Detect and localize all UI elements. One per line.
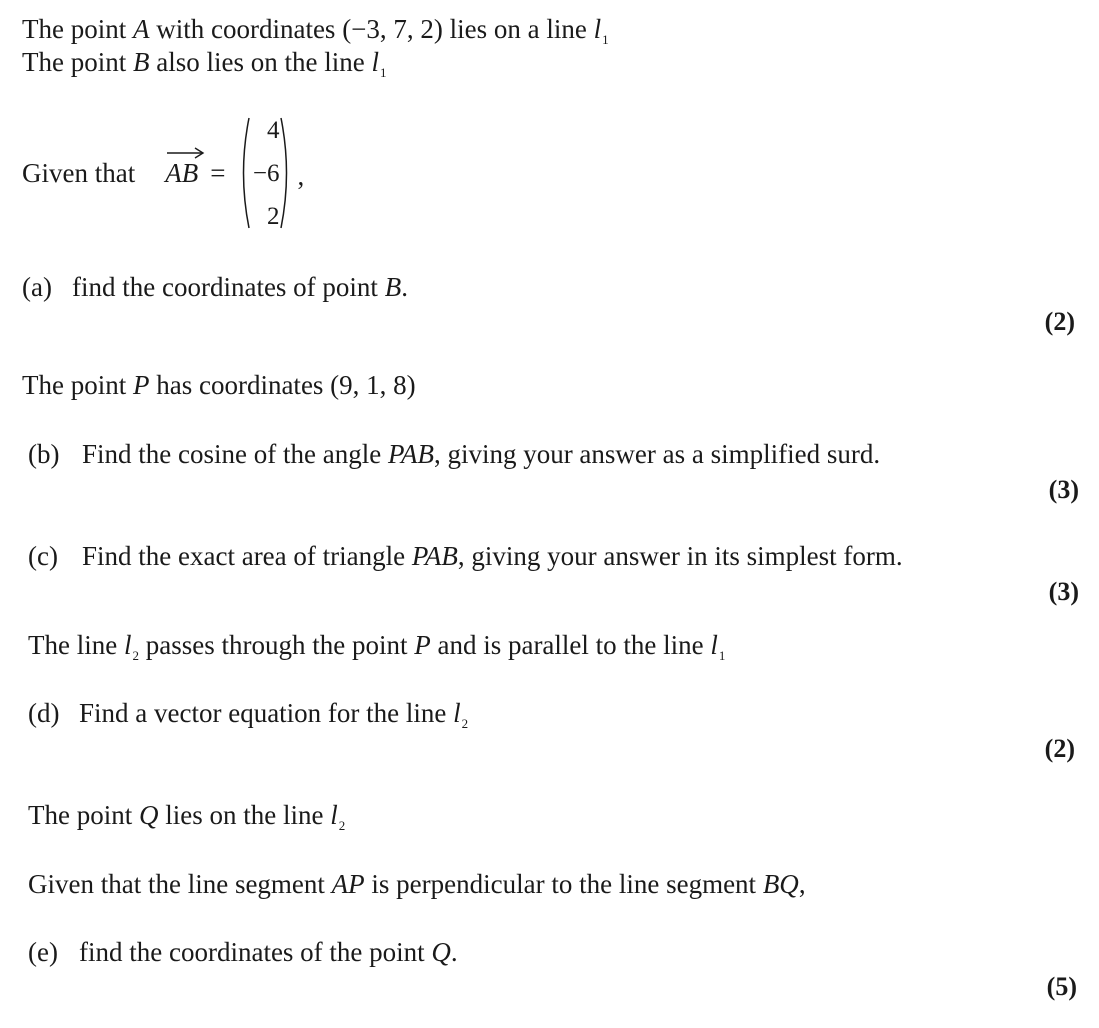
point-q-statement	[28, 802, 345, 832]
point-label: A	[132, 14, 150, 44]
part-c-label: (c)	[28, 541, 58, 571]
point-label: B	[384, 272, 402, 302]
perpendicular-statement	[28, 871, 806, 898]
part-b-marks: (3)	[1048, 475, 1079, 504]
part-a	[22, 274, 408, 301]
part-b-label: (b)	[28, 439, 60, 469]
vector-component-x: 4	[266, 117, 280, 144]
part-a-text: find the coordinates of point	[72, 272, 385, 302]
part-d-text: Find a vector equation for the line	[79, 698, 454, 728]
point-label: B	[132, 47, 150, 77]
part-e-marks: (5)	[1046, 972, 1077, 1001]
line-l2-statement	[28, 632, 725, 662]
p-intro-text: The point	[22, 370, 133, 400]
given-text: Given that	[22, 157, 136, 188]
vector-name	[165, 158, 198, 189]
part-a-label: (a)	[22, 272, 52, 302]
point-label: Q	[138, 800, 159, 830]
perp-comma: ,	[798, 869, 806, 899]
triangle-label: PAB	[411, 541, 458, 571]
intro-text: The point	[22, 14, 133, 44]
vector-label: AB	[165, 157, 199, 188]
line-variable: l	[330, 800, 338, 830]
part-e	[28, 939, 458, 966]
perp-text: is perpendicular to the line segment	[364, 869, 763, 899]
part-c	[28, 543, 903, 570]
segment-label: BQ	[762, 869, 799, 899]
line-subscript: 2	[132, 648, 139, 663]
perp-text: Given that the line segment	[28, 869, 332, 899]
line-subscript: 1	[379, 65, 387, 80]
segment-label: AP	[331, 869, 365, 899]
intro-text: The point	[22, 47, 133, 77]
line-subscript: 1	[602, 32, 609, 47]
line-variable: l	[710, 630, 718, 660]
l2-text: passes through the point	[138, 630, 415, 660]
intro-line-1	[22, 16, 609, 46]
vector-component-z: 2	[266, 203, 280, 230]
given-vector-statement	[22, 116, 304, 230]
line-variable: l	[371, 47, 379, 77]
line-variable: l	[593, 14, 602, 44]
l2-text: and is parallel to the line	[430, 630, 711, 660]
l2-text: The line	[28, 630, 124, 660]
part-c-text-end: , giving your answer in its simplest form.	[457, 541, 903, 571]
part-a-end: .	[401, 272, 408, 302]
vector-component-y: −6	[252, 160, 280, 187]
angle-label: PAB	[387, 439, 434, 469]
intro-text: also lies on the line	[149, 47, 372, 77]
vector-arrow-icon	[166, 146, 206, 160]
p-intro-rest: has coordinates (9, 1, 8)	[149, 370, 416, 400]
part-b	[28, 441, 880, 468]
q-text: lies on the line	[158, 800, 331, 830]
part-c-marks: (3)	[1048, 577, 1079, 606]
point-label: P	[132, 370, 150, 400]
part-d-marks: (2)	[1044, 734, 1075, 763]
part-d-label: (d)	[28, 698, 60, 728]
part-d	[28, 700, 468, 730]
part-c-text: Find the exact area of triangle	[82, 541, 412, 571]
intro-line-2	[22, 49, 386, 79]
part-b-text-end: , giving your answer as a simplified surd.	[433, 439, 881, 469]
intro-text: with coordinates (−3, 7, 2) lies on a line	[149, 14, 594, 44]
line-variable: l	[453, 698, 461, 728]
line-subscript: 2	[338, 818, 346, 833]
part-b-text: Find the cosine of the angle	[82, 439, 388, 469]
column-vector	[237, 116, 293, 230]
line-variable: l	[123, 630, 132, 660]
point-p-statement	[22, 372, 416, 399]
vector-comma: ,	[297, 160, 305, 191]
part-e-label: (e)	[28, 937, 58, 967]
part-e-text: find the coordinates of the point	[79, 937, 432, 967]
line-subscript: 1	[718, 648, 726, 663]
point-label: P	[414, 630, 431, 660]
part-e-end: .	[450, 937, 458, 967]
part-a-marks: (2)	[1044, 307, 1075, 336]
line-subscript: 2	[461, 716, 469, 731]
point-label: Q	[431, 937, 451, 967]
equals-sign: =	[210, 157, 226, 188]
q-text: The point	[28, 800, 139, 830]
